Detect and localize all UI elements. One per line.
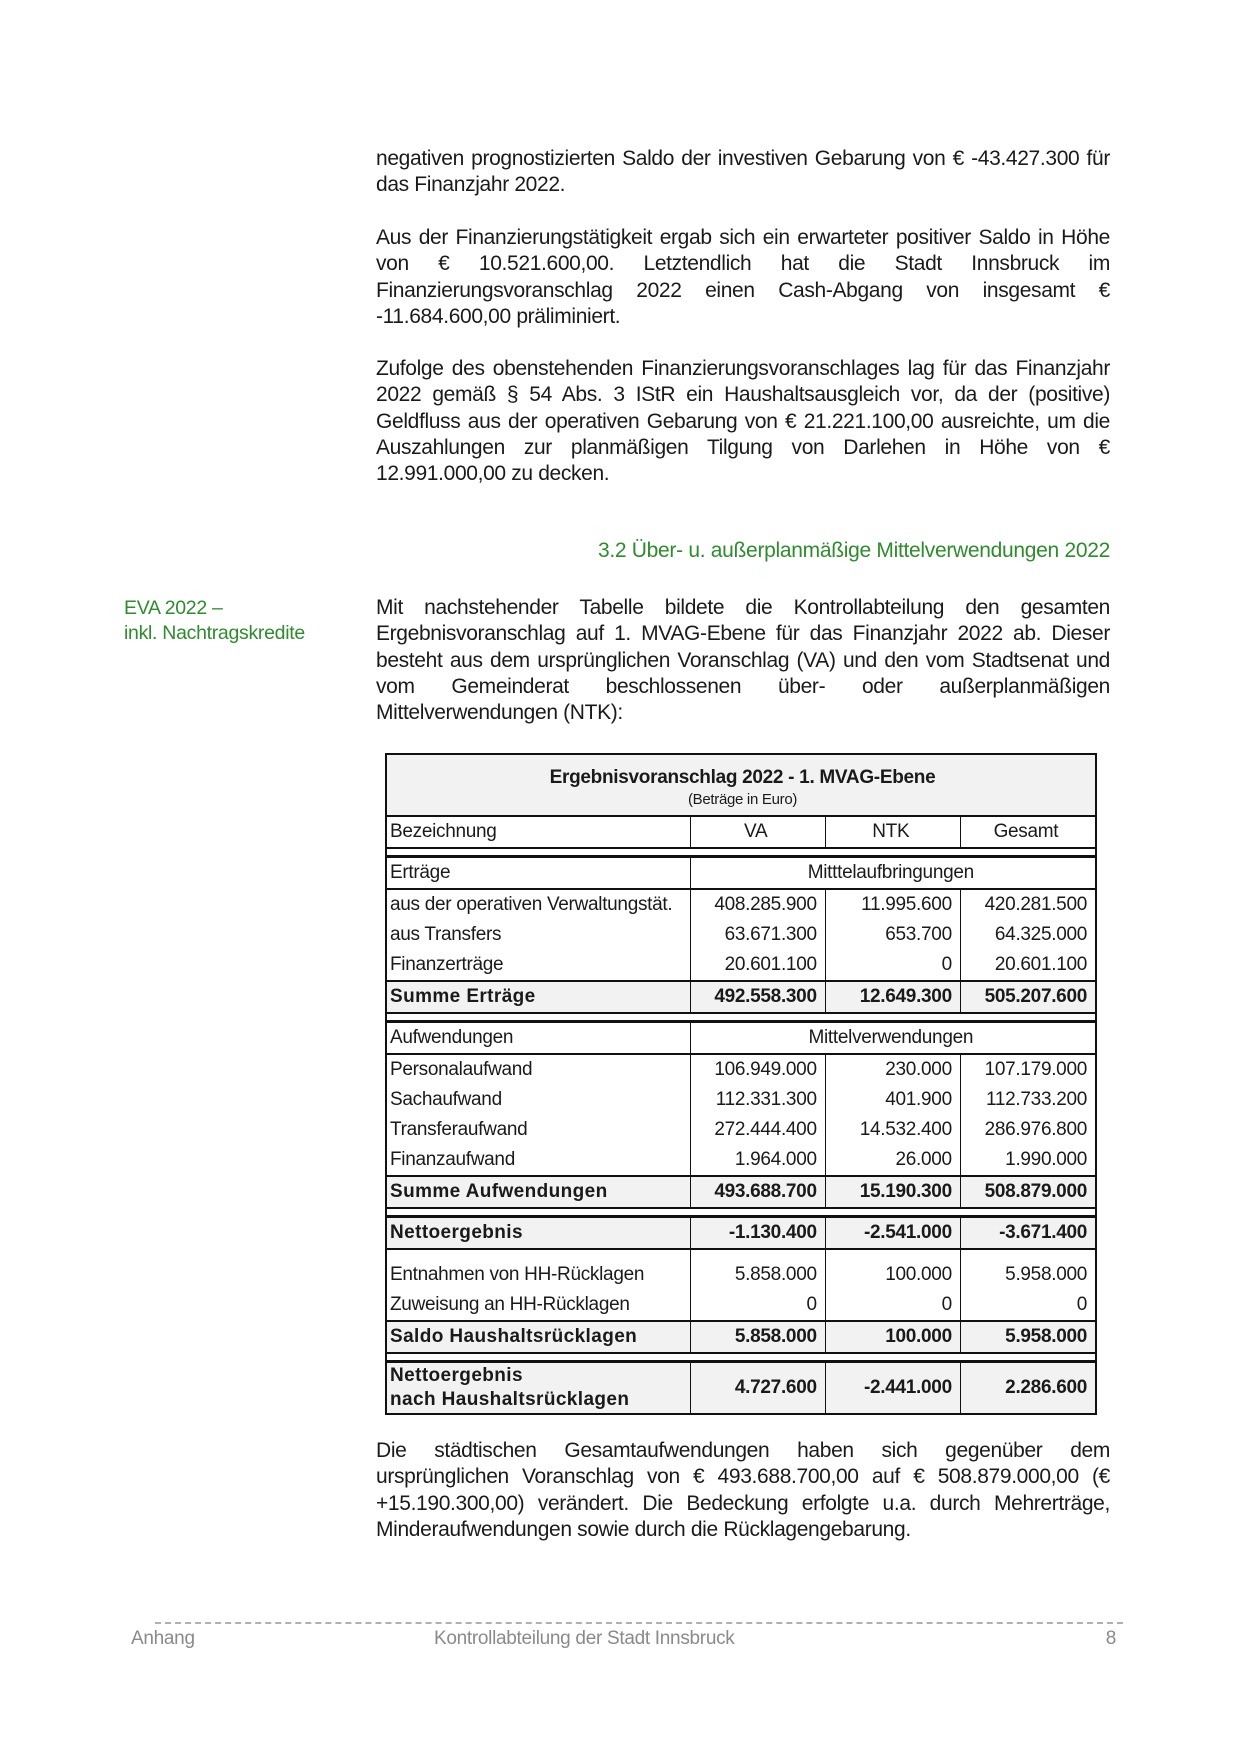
margin-note-line1: EVA 2022 – <box>124 597 223 619</box>
section-row-aufwendungen <box>386 1022 1096 1055</box>
table-gap <box>386 1013 1096 1022</box>
cell-ntk: -2.441.000 <box>825 1362 960 1415</box>
sum-row-ruecklagen <box>386 1321 1096 1353</box>
cell-va: 20.601.100 <box>690 950 825 981</box>
header-ntk: NTK <box>825 816 960 848</box>
section-label: Aufwendungen <box>386 1022 690 1055</box>
table-header-row <box>386 816 1096 848</box>
table-subtitle: (Beträge in Euro) <box>687 790 798 808</box>
table-row <box>386 1290 1096 1321</box>
table-row <box>386 889 1096 920</box>
cell-va: 492.558.300 <box>690 981 825 1013</box>
paragraph-text: negativen prognostizierten Saldo der investiven Gebarung von € -43.427.300 für das Finanzjahr 2022. <box>376 147 1110 197</box>
sum-row-ertraege <box>386 981 1096 1013</box>
row-label: Sachaufwand <box>390 1089 502 1110</box>
margin-note-line2: inkl. Nachtragskredite <box>124 622 305 644</box>
table-gap <box>386 848 1096 857</box>
footer-organisation: Kontrollabteilung der Stadt Innsbruck <box>434 1628 735 1649</box>
header-va: VA <box>690 816 825 848</box>
sum-row-aufwendungen <box>386 1176 1096 1208</box>
cell-ntk: 0 <box>825 950 960 981</box>
page-number: 8 <box>1105 1628 1116 1649</box>
footer-divider <box>155 1622 1123 1624</box>
cell-ntk: 11.995.600 <box>825 889 960 920</box>
cell-va: 272.444.400 <box>690 1115 825 1145</box>
table-spacer <box>386 1249 1096 1260</box>
cell-gesamt: 20.601.100 <box>960 950 1096 981</box>
table-gap <box>386 1208 1096 1217</box>
header-bezeichnung: Bezeichnung <box>386 816 690 848</box>
row-label: aus der operativen Verwaltungstät. <box>390 894 673 915</box>
cell-gesamt: 112.733.200 <box>960 1085 1096 1115</box>
section-heading: 3.2 Über- u. außerplanmäßige Mittelverwendungen 2022 <box>597 539 1110 562</box>
header-gesamt: Gesamt <box>960 816 1096 848</box>
cell-va: 5.858.000 <box>690 1321 825 1353</box>
margin-note <box>124 596 305 646</box>
cell-va: 112.331.300 <box>690 1085 825 1115</box>
cell-ntk: 12.649.300 <box>825 981 960 1013</box>
section-group: Mittelverwendungen <box>690 1022 1096 1055</box>
nettoergebnis-row <box>386 1217 1096 1250</box>
paragraph-text: Mit nachstehender Tabelle bildete die Kontrollabteilung den gesamten Ergebnisvoranschlag auf 1. MVAG-Ebene für das Finanzjahr 2022 ab. Dieser besteht aus dem ursprünglichen Voranschlag (VA) und den vom Stadtsenat und vom Gemeinderat beschlossenen über- oder außerplanmäßigen Mittelverwendungen (NTK): <box>376 596 1110 725</box>
cell-va: 106.949.000 <box>690 1054 825 1085</box>
table-row <box>386 1145 1096 1176</box>
cell-ntk: 230.000 <box>825 1054 960 1085</box>
cell-ntk: 401.900 <box>825 1085 960 1115</box>
cell-gesamt: 1.990.000 <box>960 1145 1096 1176</box>
paragraph-conclusion <box>376 1438 1110 1543</box>
row-label-line2: nach Haushaltsrücklagen <box>390 1389 630 1410</box>
cell-ntk: 15.190.300 <box>825 1176 960 1208</box>
cell-gesamt: 5.958.000 <box>960 1321 1096 1353</box>
table-row <box>386 1085 1096 1115</box>
row-label: Transferaufwand <box>390 1119 528 1140</box>
table-row <box>386 1054 1096 1085</box>
row-label: Personalaufwand <box>390 1059 533 1080</box>
row-label: Saldo Haushaltsrücklagen <box>386 1321 690 1353</box>
cell-gesamt: 420.281.500 <box>960 889 1096 920</box>
row-label: Zuweisung an HH-Rücklagen <box>390 1294 630 1315</box>
section-row-ertraege <box>386 857 1096 890</box>
row-label <box>386 1362 690 1415</box>
cell-va: 1.964.000 <box>690 1145 825 1176</box>
row-label: Summe Erträge <box>386 981 690 1013</box>
cell-ntk: 100.000 <box>825 1260 960 1290</box>
cell-gesamt: 64.325.000 <box>960 920 1096 950</box>
table-row <box>386 1115 1096 1145</box>
paragraph-text: Die städtischen Gesamtaufwendungen haben sich gegenüber dem ursprünglichen Voranschlag von € 493.688.700,00 auf € 508.879.000,00 (€ +15.190.300,00) verändert. Die Bedeckung erfolgte u.a. durch Mehrerträge, Minderaufwendungen sowie durch die Rücklagengebarung. <box>376 1439 1110 1541</box>
row-label: Entnahmen von HH-Rücklagen <box>390 1264 645 1285</box>
paragraph-haushaltsausgleich <box>376 356 1110 487</box>
row-label: Finanzerträge <box>390 954 504 975</box>
row-label: Finanzaufwand <box>390 1149 515 1170</box>
final-row <box>386 1362 1096 1415</box>
cell-va: 408.285.900 <box>690 889 825 920</box>
table-row <box>386 920 1096 950</box>
table-row <box>386 950 1096 981</box>
table-row <box>386 1260 1096 1290</box>
row-label: aus Transfers <box>390 924 502 945</box>
cell-gesamt: 107.179.000 <box>960 1054 1096 1085</box>
cell-ntk: 26.000 <box>825 1145 960 1176</box>
cell-va: -1.130.400 <box>690 1217 825 1250</box>
paragraph-text: Aus der Finanzierungstätigkeit ergab sich ein erwarteter positiver Saldo in Höhe von € 10.521.600,00. Letztendlich hat die Stadt Innsbruck im Finanzierungsvoranschlag 2022 einen Cash-Abgang von insgesamt € -11.684.600,00 präliminiert. <box>376 226 1110 328</box>
row-label-line1: Nettoergebnis <box>390 1365 523 1386</box>
cell-va: 0 <box>690 1290 825 1321</box>
cell-gesamt: 5.958.000 <box>960 1260 1096 1290</box>
cell-gesamt: 508.879.000 <box>960 1176 1096 1208</box>
paragraph-investive-saldo <box>376 146 1110 199</box>
cell-gesamt: 505.207.600 <box>960 981 1096 1013</box>
table-gap <box>386 1353 1096 1362</box>
cell-gesamt: 0 <box>960 1290 1096 1321</box>
section-group: Mitttelaufbringungen <box>690 857 1096 890</box>
cell-va: 4.727.600 <box>690 1362 825 1415</box>
cell-va: 63.671.300 <box>690 920 825 950</box>
table-title-row <box>386 754 1096 816</box>
cell-ntk: -2.541.000 <box>825 1217 960 1250</box>
ergebnisvoranschlag-table <box>385 753 1097 1415</box>
cell-va: 5.858.000 <box>690 1260 825 1290</box>
cell-ntk: 100.000 <box>825 1321 960 1353</box>
cell-gesamt: 286.976.800 <box>960 1115 1096 1145</box>
cell-ntk: 653.700 <box>825 920 960 950</box>
paragraph-finanzierungstaetigkeit <box>376 225 1110 330</box>
cell-va: 493.688.700 <box>690 1176 825 1208</box>
paragraph-text: Zufolge des obenstehenden Finanzierungsvoranschlages lag für das Finanzjahr 2022 gemäß § 54 Abs. 3 IStR ein Haushaltsausgleich vor, da der (positive) Geldfluss aus der operativen Gebarung von € 21.221.100,00 ausreichte, um die Auszahlungen zur planmäßigen Tilgung von Darlehen in Höhe von € 12.991.000,00 zu decken. <box>376 357 1110 486</box>
table-title: Ergebnisvoranschlag 2022 - 1. MVAG-Ebene <box>549 766 936 788</box>
paragraph-table-intro <box>376 595 1110 726</box>
row-label: Summe Aufwendungen <box>386 1176 690 1208</box>
row-label: Nettoergebnis <box>386 1217 690 1250</box>
cell-ntk: 14.532.400 <box>825 1115 960 1145</box>
cell-gesamt: -3.671.400 <box>960 1217 1096 1250</box>
cell-ntk: 0 <box>825 1290 960 1321</box>
section-label: Erträge <box>386 857 690 890</box>
footer-section: Anhang <box>131 1628 195 1649</box>
cell-gesamt: 2.286.600 <box>960 1362 1096 1415</box>
